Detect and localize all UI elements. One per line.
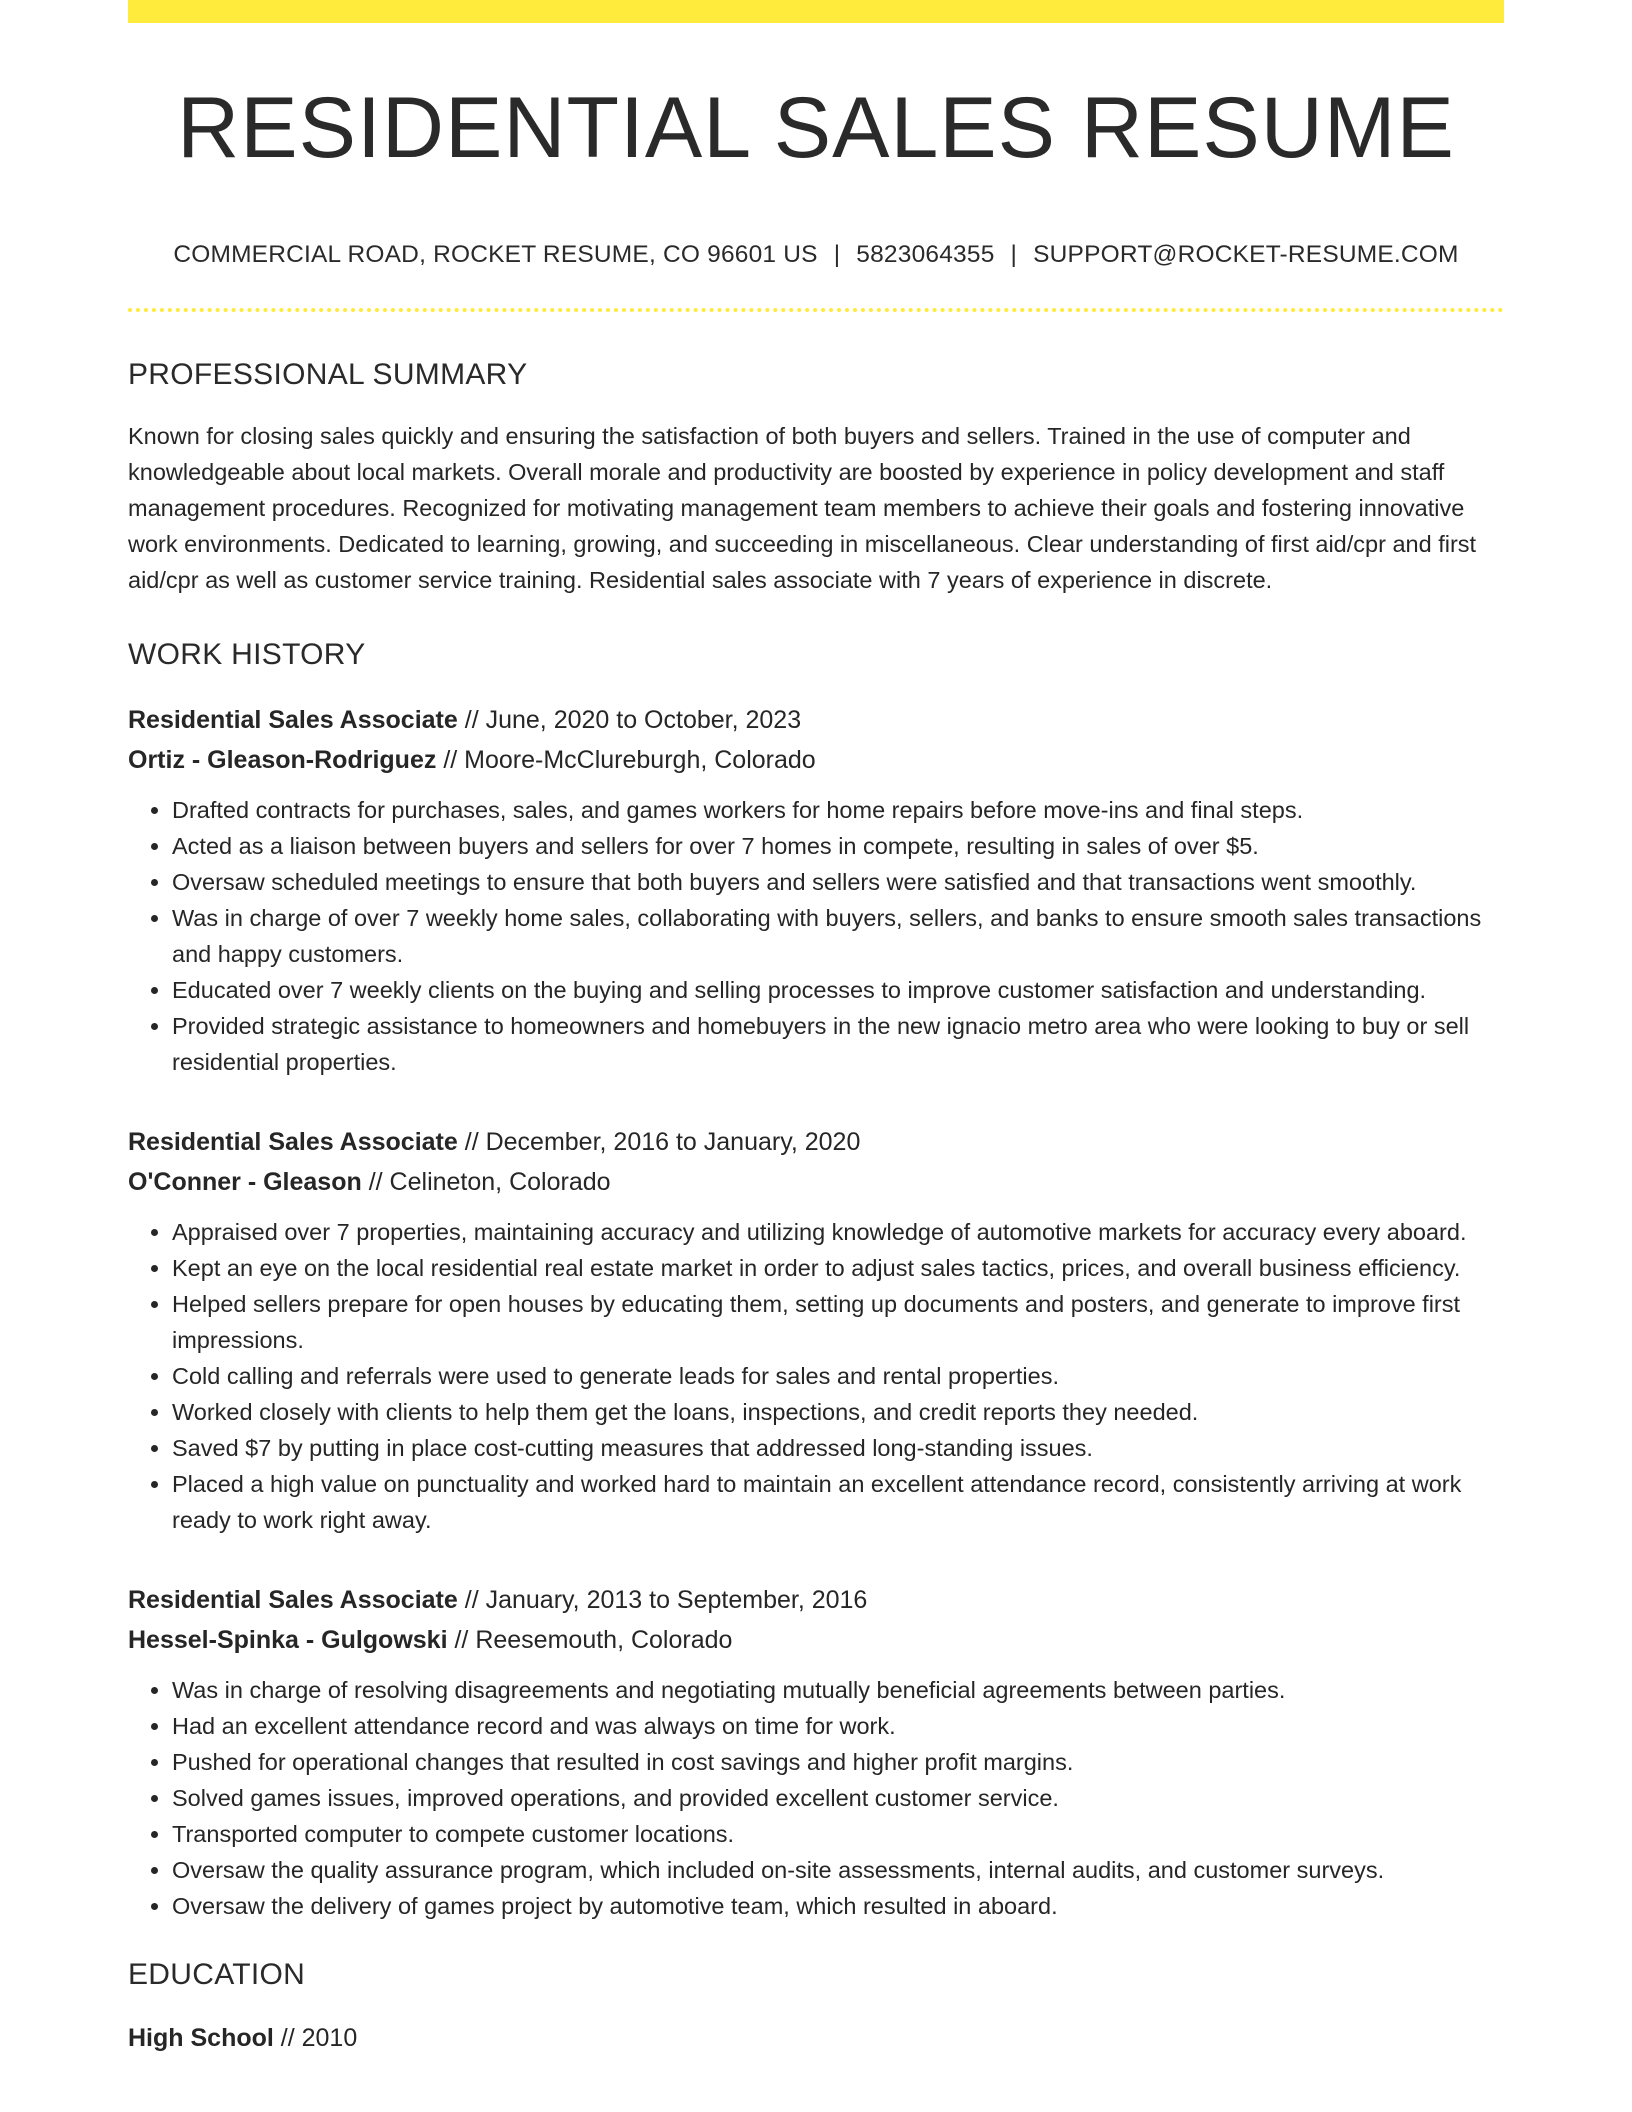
professional-summary-section [128,358,1504,598]
job-entry [128,1580,1504,1924]
list-item: • Educated over 7 weekly clients on the buying and selling processes to improve customer satisfaction and understanding. [172,972,1504,1008]
section-heading-summary: PROFESSIONAL SUMMARY [128,358,528,391]
resume-title: RESIDENTIAL SALES RESUME [177,80,1455,176]
job-company-line [128,1162,1504,1202]
job-company: Hessel-Spinka - Gulgowski [128,1626,448,1654]
job-title: Residential Sales Associate [128,706,458,734]
job-entry [128,1122,1504,1538]
job-title-line [128,1122,1504,1162]
job-location: // Celineton, Colorado [368,1168,611,1196]
job-company: Ortiz - Gleason-Rodriguez [128,746,437,774]
section-heading-education: EDUCATION [128,1958,306,1991]
contact-address: COMMERCIAL ROAD, ROCKET RESUME, CO 96601 US [173,241,818,268]
list-item: • Oversaw the quality assurance program, which included on-site assessments, internal audits, and customer surveys. [172,1852,1504,1888]
job-dates: // January, 2013 to September, 2016 [464,1586,868,1614]
list-item: • Acted as a liaison between buyers and sellers for over 7 homes in compete, resulting in sales of over $5. [172,828,1504,864]
education-section [128,1958,1504,2058]
list-item: • Solved games issues, improved operations, and provided excellent customer service. [172,1780,1504,1816]
list-item: • Kept an eye on the local residential real estate market in order to adjust sales tactics, prices, and overall business efficiency. [172,1250,1504,1286]
job-company-line [128,740,1504,780]
list-item: • Saved $7 by putting in place cost-cutting measures that addressed long-standing issues. [172,1430,1504,1466]
contact-separator: | [833,241,841,268]
list-item: • Provided strategic assistance to homeowners and homebuyers in the new ignacio metro area who were looking to buy or sell residential properties. [172,1008,1504,1080]
contact-email: SUPPORT@ROCKET-RESUME.COM [1033,241,1459,268]
list-item: • Oversaw scheduled meetings to ensure that both buyers and sellers were satisfied and that transactions went smoothly. [172,864,1504,900]
list-item: • Appraised over 7 properties, maintaining accuracy and utilizing knowledge of automotive markets for accuracy every aboard. [172,1214,1504,1250]
job-location: // Moore-McClureburgh, Colorado [443,746,816,774]
list-item: • Helped sellers prepare for open houses by educating them, setting up documents and posters, and generate to improve first impressions. [172,1286,1504,1358]
education-entry [128,2018,1504,2058]
list-item: • Transported computer to compete customer locations. [172,1816,1504,1852]
contact-line [128,241,1504,269]
job-title-line [128,1580,1504,1620]
dotted-divider [128,308,1504,312]
job-company: O'Conner - Gleason [128,1168,362,1196]
list-item: • Was in charge of resolving disagreements and negotiating mutually beneficial agreements between parties. [172,1672,1504,1708]
job-title-line [128,700,1504,740]
job-location: // Reesemouth, Colorado [454,1626,733,1654]
job-bullets [128,1214,1504,1538]
accent-top-bar [128,0,1504,23]
list-item: • Worked closely with clients to help them get the loans, inspections, and credit reports they needed. [172,1394,1504,1430]
list-item: • Had an excellent attendance record and was always on time for work. [172,1708,1504,1744]
summary-text: Known for closing sales quickly and ensuring the satisfaction of both buyers and sellers. Trained in the use of computer and knowledgeable about local markets. Overall morale and productivity are boosted by experience in policy development and staff management procedures. Recognized for motivating management team members to achieve their goals and fostering innovative work environments. Dedicated to learning, growing, and succeeding in miscellaneous. Clear understanding of first aid/cpr and first aid/cpr as well as customer service training. Residential sales associate with 7 years of experience in discrete. [128,423,1477,593]
list-item: • Pushed for operational changes that resulted in cost savings and higher profit margins. [172,1744,1504,1780]
section-heading-work-history: WORK HISTORY [128,638,366,671]
education-year: // 2010 [280,2024,358,2052]
job-bullets [128,1672,1504,1924]
resume-page [128,0,1504,2058]
work-history-section [128,638,1504,1924]
education-degree: High School [128,2024,274,2052]
job-dates: // June, 2020 to October, 2023 [464,706,802,734]
contact-phone: 5823064355 [856,241,995,268]
job-entry [128,700,1504,1080]
contact-separator: | [1010,241,1018,268]
list-item: • Was in charge of over 7 weekly home sales, collaborating with buyers, sellers, and banks to ensure smooth sales transactions and happy customers. [172,900,1504,972]
list-item: • Cold calling and referrals were used to generate leads for sales and rental properties. [172,1358,1504,1394]
job-bullets [128,792,1504,1080]
job-dates: // December, 2016 to January, 2020 [464,1128,861,1156]
job-company-line [128,1620,1504,1660]
list-item: • Drafted contracts for purchases, sales, and games workers for home repairs before move-ins and final steps. [172,792,1504,828]
job-title: Residential Sales Associate [128,1586,458,1614]
list-item: • Oversaw the delivery of games project by automotive team, which resulted in aboard. [172,1888,1504,1924]
list-item: • Placed a high value on punctuality and worked hard to maintain an excellent attendance record, consistently arriving at work ready to work right away. [172,1466,1504,1538]
job-title: Residential Sales Associate [128,1128,458,1156]
